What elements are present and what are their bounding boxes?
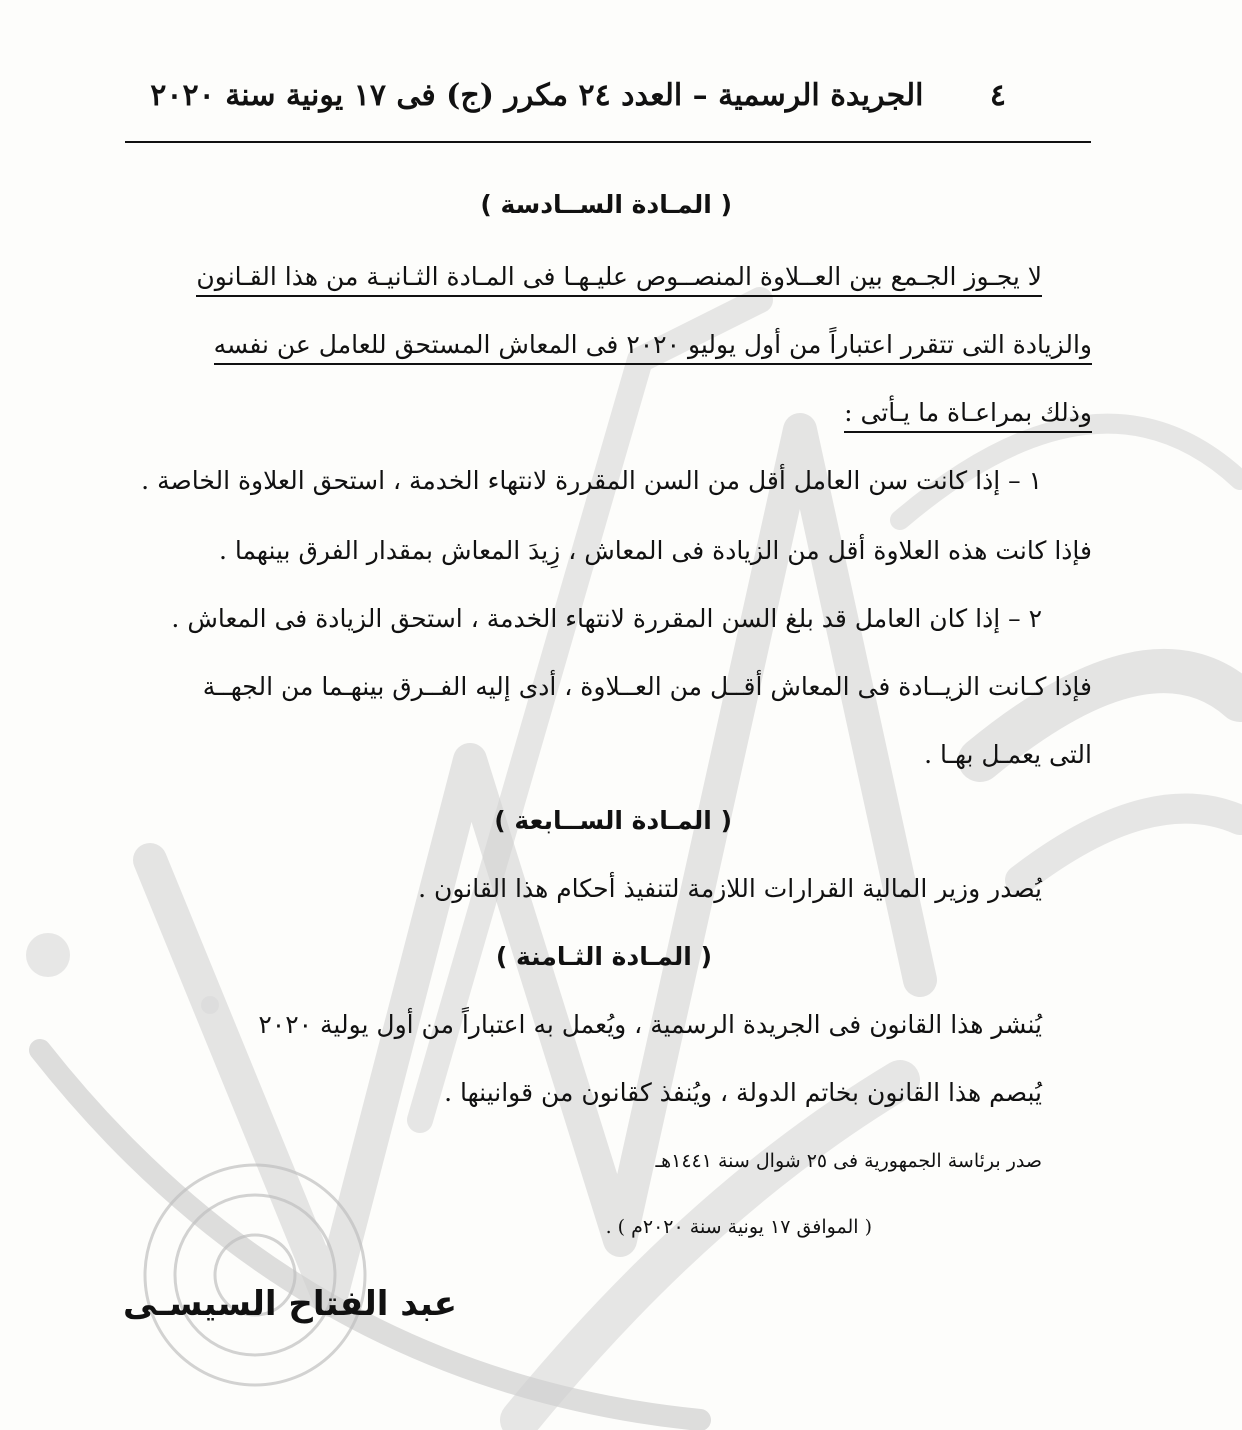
article-8-line-1: يُنشر هذا القانون فى الجريدة الرسمية ، ويُعمل به اعتباراً من أول يولية ٢٠٢٠ bbox=[258, 1010, 1042, 1039]
article-6-line-3: وذلك بمراعـاة ما يـأتى : bbox=[844, 398, 1092, 427]
article-7-heading: ( المـادة الســابعة ) bbox=[494, 806, 732, 835]
article-8-heading: ( المـادة الثـامنة ) bbox=[495, 942, 712, 971]
presidential-signature: عبد الفتاح السيسـى bbox=[123, 1284, 457, 1324]
article-6-heading: ( المـادة الســادسة ) bbox=[480, 190, 732, 219]
article-6-line-2: والزيادة التى تتقرر اعتباراً من أول يوليو ٢٠٢٠ فى المعاش المستحق للعامل عن نفسه bbox=[214, 330, 1092, 359]
item-1-line-1: ١ – إذا كانت سن العامل أقل من السن المقررة لانتهاء الخدمة ، استحق العلاوة الخاصة . bbox=[141, 466, 1042, 495]
article-8-line-2: يُبصم هذا القانون بخاتم الدولة ، ويُنفذ كقانون من قوانينها . bbox=[444, 1078, 1042, 1107]
page-header bbox=[150, 78, 1006, 113]
gazette-title: الجريدة الرسمية – العدد ٢٤ مكرر (ج) فى ١٧ يونية سنة ٢٠٢٠ bbox=[150, 78, 924, 113]
issued-line: صدر برئاسة الجمهورية فى ٢٥ شوال سنة ١٤٤١هـ bbox=[655, 1150, 1042, 1172]
item-2-line-3: التى يعمـل بهـا . bbox=[924, 740, 1092, 769]
item-1-line-2: فإذا كانت هذه العلاوة أقل من الزيادة فى المعاش ، زِيدَ المعاش بمقدار الفرق بينهما . bbox=[218, 536, 1092, 565]
article-7-text: يُصدر وزير المالية القرارات اللازمة لتنفيذ أحكام هذا القانون . bbox=[418, 874, 1042, 903]
item-2-line-1: ٢ – إذا كان العامل قد بلغ السن المقررة لانتهاء الخدمة ، استحق الزيادة فى المعاش . bbox=[171, 604, 1042, 633]
header-rule bbox=[125, 141, 1091, 143]
issued-date-line: ( الموافق ١٧ يونية سنة ٢٠٢٠م ) . bbox=[605, 1216, 872, 1238]
page-number: ٤ bbox=[989, 78, 1006, 113]
item-2-line-2: فإذا كـانت الزيــادة فى المعاش أقــل من العــلاوة ، أدى إليه الفــرق بينهـما من الجهــة bbox=[202, 672, 1092, 701]
article-6-line-1: لا يجـوز الجـمع بين العــلاوة المنصــوص عليـهـا فى المـادة الثـانيـة من هذا القـانون bbox=[196, 262, 1042, 291]
